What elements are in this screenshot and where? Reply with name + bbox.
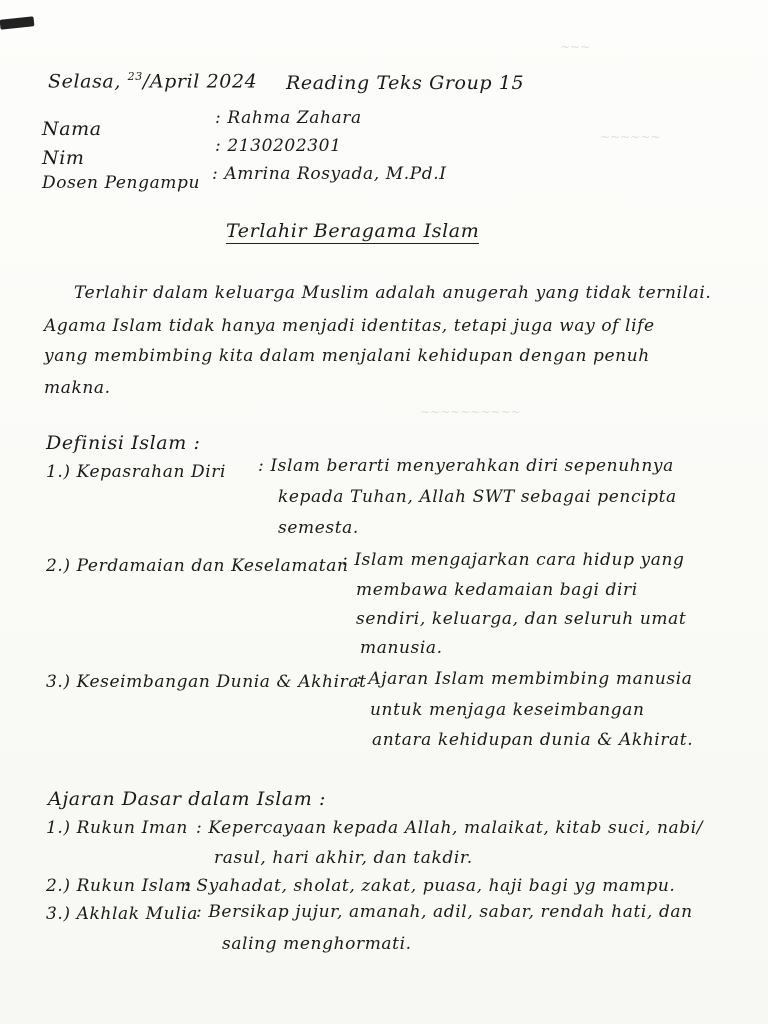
identity-label-nama: Nama bbox=[42, 118, 102, 140]
identity-value-dosen: : Amrina Rosyada, M.Pd.I bbox=[212, 164, 447, 184]
definisi-item-label: 2.) Perdamaian dan Keselamatan bbox=[46, 556, 349, 576]
day-text: Selasa, bbox=[48, 70, 121, 93]
definisi-item-text: semesta. bbox=[278, 518, 359, 538]
date-line bbox=[48, 70, 257, 92]
bleed-through-text: ~~~ bbox=[560, 40, 591, 54]
bleed-through-text: ~~~~~~~~~~ bbox=[420, 405, 521, 419]
definisi-item-text: : Islam mengajarkan cara hidup yang bbox=[342, 550, 685, 570]
ajaran-item-text: saling menghormati. bbox=[222, 934, 412, 954]
definisi-item-label: 3.) Keseimbangan Dunia & Akhirat bbox=[46, 672, 367, 692]
definisi-item-text: manusia. bbox=[360, 638, 443, 658]
intro-line: makna. bbox=[44, 378, 111, 398]
page-title: Terlahir Beragama Islam bbox=[226, 220, 480, 242]
ajaran-item-label: 1.) Rukun Iman bbox=[46, 818, 188, 838]
definisi-item-text: kepada Tuhan, Allah SWT sebagai pencipta bbox=[278, 487, 677, 507]
bleed-through-text: ~~~~~~ bbox=[600, 130, 661, 144]
definisi-item-text: : Islam berarti menyerahkan diri sepenuhnya bbox=[258, 456, 674, 476]
group-title: Reading Teks Group 15 bbox=[286, 72, 525, 94]
definisi-item-text: antara kehidupan dunia & Akhirat. bbox=[372, 730, 694, 750]
corner-ink-mark bbox=[0, 16, 34, 29]
ajaran-item-text: : Bersikap jujur, amanah, adil, sabar, rendah hati, dan bbox=[196, 902, 693, 922]
definisi-item-text: membawa kedamaian bagi diri bbox=[356, 580, 638, 600]
identity-value-nama: : Rahma Zahara bbox=[215, 108, 362, 128]
ajaran-heading: Ajaran Dasar dalam Islam : bbox=[48, 788, 327, 810]
ajaran-item-label: 2.) Rukun Islam bbox=[46, 876, 192, 896]
identity-label-nim: Nim bbox=[42, 147, 85, 169]
definisi-heading: Definisi Islam : bbox=[46, 432, 201, 454]
intro-line: Agama Islam tidak hanya menjadi identitas, tetapi juga way of life bbox=[44, 316, 655, 336]
definisi-item-label: 1.) Kepasrahan Diri bbox=[46, 462, 227, 482]
identity-label-dosen: Dosen Pengampu bbox=[42, 173, 201, 193]
ajaran-item-text: rasul, hari akhir, dan takdir. bbox=[214, 848, 473, 868]
intro-line: Terlahir dalam keluarga Muslim adalah anugerah yang tidak ternilai. bbox=[74, 283, 712, 303]
ajaran-item-label: 3.) Akhlak Mulia bbox=[46, 904, 199, 924]
definisi-item-text: untuk menjaga keseimbangan bbox=[370, 700, 645, 720]
definisi-item-text: : Ajaran Islam membimbing manusia bbox=[356, 669, 693, 689]
date-day-number: 23 bbox=[127, 70, 143, 83]
ajaran-item-text: : Syahadat, sholat, zakat, puasa, haji bagi yg mampu. bbox=[184, 876, 676, 896]
date-month-year: /April 2024 bbox=[142, 70, 258, 93]
intro-line: yang membimbing kita dalam menjalani kehidupan dengan penuh bbox=[44, 346, 650, 366]
identity-value-nim: : 2130202301 bbox=[215, 136, 342, 156]
ajaran-item-text: : Kepercayaan kepada Allah, malaikat, kitab suci, nabi/ bbox=[196, 818, 704, 838]
definisi-item-text: sendiri, keluarga, dan seluruh umat bbox=[356, 609, 687, 629]
